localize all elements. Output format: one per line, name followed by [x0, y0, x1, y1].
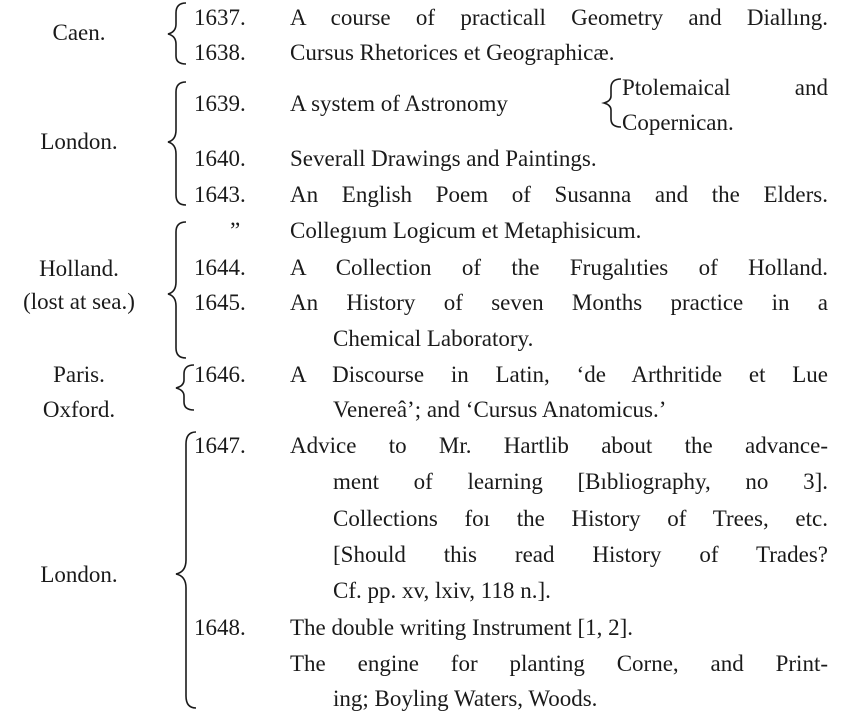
title-advice-line5: Cf. pp. xv, lxiv, 118 n.].: [333, 578, 551, 603]
title-advice-line2: ment of learning [Bıbliography, no 3].: [333, 469, 828, 494]
place-london-2: London.: [40, 562, 118, 587]
title-history-line1: An History of seven Months practice in a: [290, 290, 828, 315]
brace-astronomy: [604, 79, 621, 127]
year-1643: 1643.: [194, 182, 246, 207]
place-holland: Holland.: [39, 256, 119, 281]
title-engine-line2: ing; Boyling Waters, Woods.: [333, 686, 598, 711]
title-engine-line1: The engine for planting Corne, and Print-: [290, 651, 828, 676]
year-1647: 1647.: [194, 433, 246, 458]
title-advice-line1: Advice to Mr. Hartlib about the advance-: [290, 433, 828, 458]
place-lost-at-sea: (lost at sea.): [23, 289, 135, 314]
place-paris: Paris.: [53, 362, 105, 387]
year-ditto: ”: [230, 218, 241, 243]
title-rhetorices: Cursus Rhetorices et Geographicæ.: [290, 40, 615, 65]
title-copernican: Copernican.: [622, 110, 734, 135]
title-advice-line3: Collections foı the History of Trees, etc.: [333, 506, 828, 531]
title-ptolemaical: Ptolemaical and: [622, 75, 828, 100]
brace-london-2: [176, 432, 196, 708]
year-1646: 1646.: [194, 362, 246, 387]
title-double-writing: The double writing Instrument [1, 2].: [290, 615, 634, 640]
place-london-1: London.: [40, 129, 118, 154]
year-1644: 1644.: [194, 255, 246, 280]
title-poem: An English Poem of Susanna and the Elders.: [290, 182, 828, 207]
brace-london-1: [168, 82, 186, 205]
title-discourse-line1: A Discourse in Latin, ‘de Arthritide et Lue: [290, 362, 828, 387]
year-1640: 1640.: [194, 146, 246, 171]
title-collegium: Collegıum Logicum et Metaphisicum.: [290, 218, 642, 243]
year-1639: 1639.: [194, 91, 246, 116]
brace-caen: [168, 3, 186, 64]
brace-paris-oxford: [176, 365, 194, 410]
place-caen: Caen.: [52, 20, 106, 45]
year-1637: 1637.: [194, 5, 246, 30]
title-advice-line4: [Should this read History of Trades?: [333, 542, 828, 567]
title-astronomy: A system of Astronomy: [290, 91, 508, 116]
title-history-line2: Chemical Laboratory.: [333, 326, 534, 351]
year-1638: 1638.: [194, 40, 246, 65]
title-geometry: A course of practicall Geometry and Diallıng.: [290, 5, 828, 30]
brace-holland: [168, 222, 186, 358]
title-discourse-line2: Venereâ’; and ‘Cursus Anatomicus.’: [333, 397, 667, 422]
title-drawings: Severall Drawings and Paintings.: [290, 146, 597, 171]
year-1645: 1645.: [194, 290, 246, 315]
place-oxford: Oxford.: [42, 397, 116, 422]
year-1648: 1648.: [194, 615, 246, 640]
title-frugalities: A Collection of the Frugalıties of Holland.: [290, 255, 828, 280]
